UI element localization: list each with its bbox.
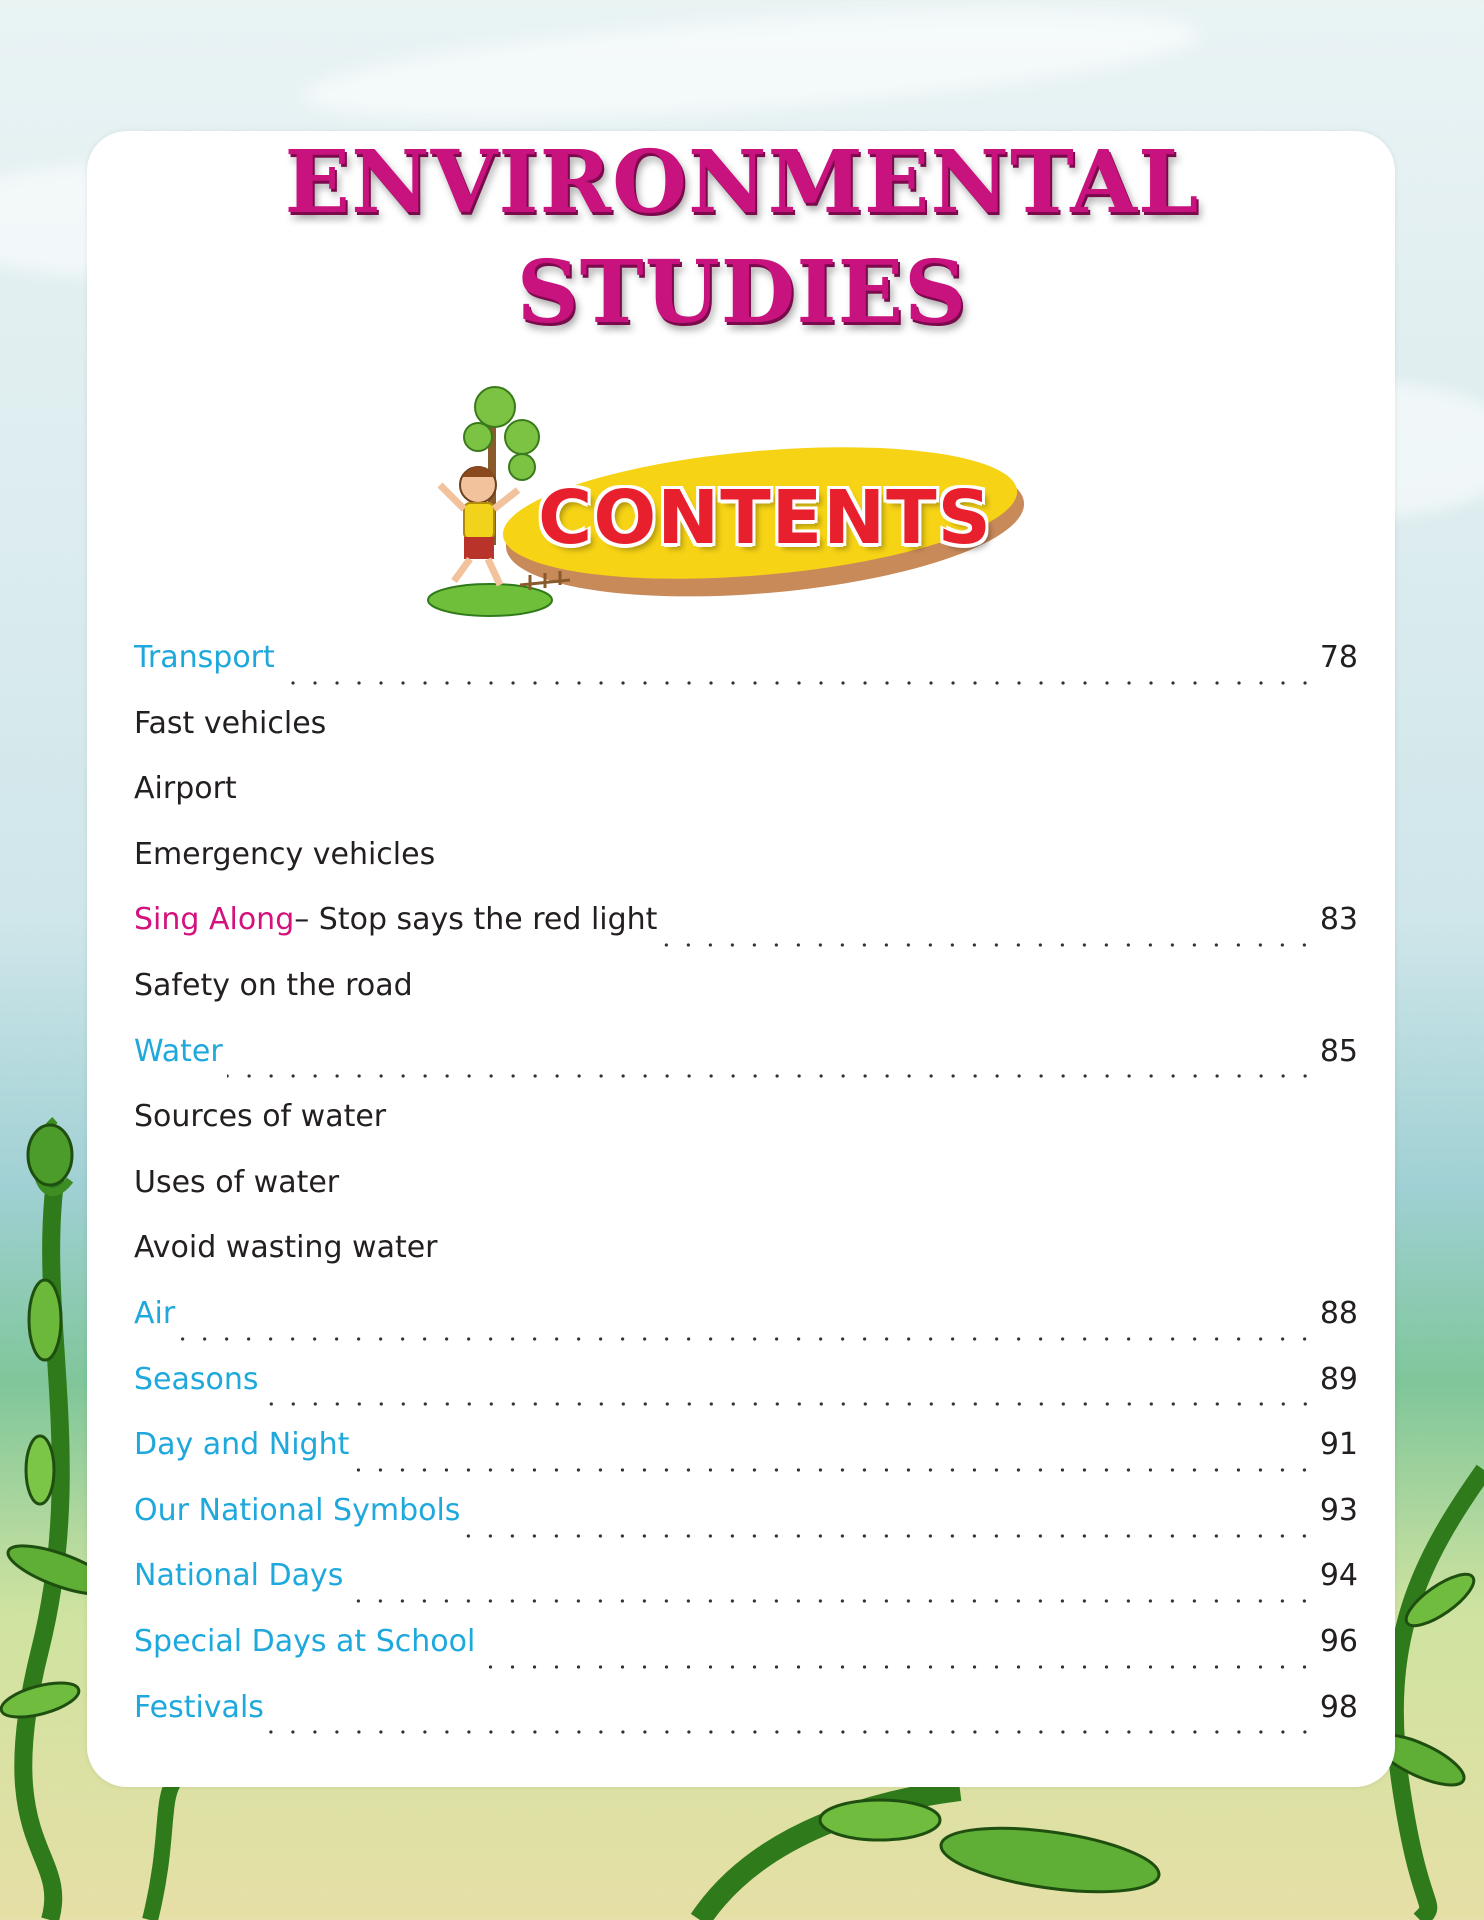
contents-heading: CONTENTS <box>538 475 992 561</box>
toc-subtopic[interactable] <box>134 706 1358 772</box>
toc-entry-label: Our National Symbols <box>134 1492 461 1528</box>
toc-entry-label: Airport <box>134 771 237 807</box>
toc-entry-label: Festivals <box>134 1689 264 1725</box>
toc-entry-label: National Days <box>134 1558 344 1594</box>
toc-page-number: 96 <box>1319 1623 1358 1659</box>
toc-entry[interactable] <box>134 1493 1358 1559</box>
toc-entry-label: Air <box>134 1295 176 1331</box>
toc-entry[interactable] <box>134 640 1358 706</box>
toc-entry[interactable] <box>134 902 1358 968</box>
dot-leader <box>479 1665 1316 1669</box>
toc-page-number: 88 <box>1319 1295 1358 1331</box>
dot-leader <box>353 1468 1315 1472</box>
toc-entry-subtitle: – Stop says the red light <box>294 902 658 938</box>
page-title-line1: ENVIRONMENTAL <box>284 132 1200 233</box>
toc-entry-label: Sing Along <box>134 902 295 938</box>
toc-entry-label: Seasons <box>134 1361 259 1397</box>
toc-page-number: 94 <box>1319 1558 1358 1594</box>
table-of-contents <box>134 640 1358 1755</box>
toc-entry-label: Avoid wasting water <box>134 1230 438 1266</box>
toc-subtopic[interactable] <box>134 1165 1358 1231</box>
toc-entry[interactable] <box>134 1624 1358 1690</box>
toc-entry-label: Day and Night <box>134 1427 350 1463</box>
dot-leader <box>464 1534 1315 1538</box>
toc-subtopic[interactable] <box>134 771 1358 837</box>
toc-entry[interactable] <box>134 1427 1358 1493</box>
dot-leader <box>227 1074 1316 1078</box>
dot-leader <box>268 1730 1316 1734</box>
dot-leader <box>179 1337 1316 1341</box>
dot-leader <box>263 1402 1316 1406</box>
page-title-line2: STUDIES <box>516 242 968 343</box>
toc-page-number: 98 <box>1319 1689 1358 1725</box>
toc-page-number: 89 <box>1319 1361 1358 1397</box>
toc-entry[interactable] <box>134 1690 1358 1756</box>
toc-subtopic[interactable] <box>134 837 1358 903</box>
toc-subtopic[interactable] <box>134 1099 1358 1165</box>
toc-page-number: 78 <box>1319 640 1358 675</box>
toc-subtopic[interactable] <box>134 1230 1358 1296</box>
toc-page-number: 83 <box>1319 902 1358 938</box>
toc-page-number: 93 <box>1319 1492 1358 1528</box>
dot-leader <box>347 1599 1315 1603</box>
dot-leader <box>279 681 1316 685</box>
toc-entry-label: Emergency vehicles <box>134 836 436 872</box>
toc-entry-label: Sources of water <box>134 1099 387 1135</box>
toc-page-number: 85 <box>1319 1033 1358 1069</box>
toc-entry[interactable] <box>134 1034 1358 1100</box>
toc-entry-label: Special Days at School <box>134 1623 476 1659</box>
toc-entry[interactable] <box>134 1296 1358 1362</box>
toc-entry[interactable] <box>134 1362 1358 1428</box>
toc-entry-label: Safety on the road <box>134 967 413 1003</box>
toc-entry-label: Transport <box>134 640 275 675</box>
toc-page-number: 91 <box>1319 1427 1358 1463</box>
toc-entry[interactable] <box>134 1558 1358 1624</box>
toc-entry-label: Fast vehicles <box>134 705 327 741</box>
toc-subtopic[interactable] <box>134 968 1358 1034</box>
toc-entry-label: Uses of water <box>134 1164 340 1200</box>
toc-entry-label: Water <box>134 1033 223 1069</box>
dot-leader <box>661 943 1315 947</box>
